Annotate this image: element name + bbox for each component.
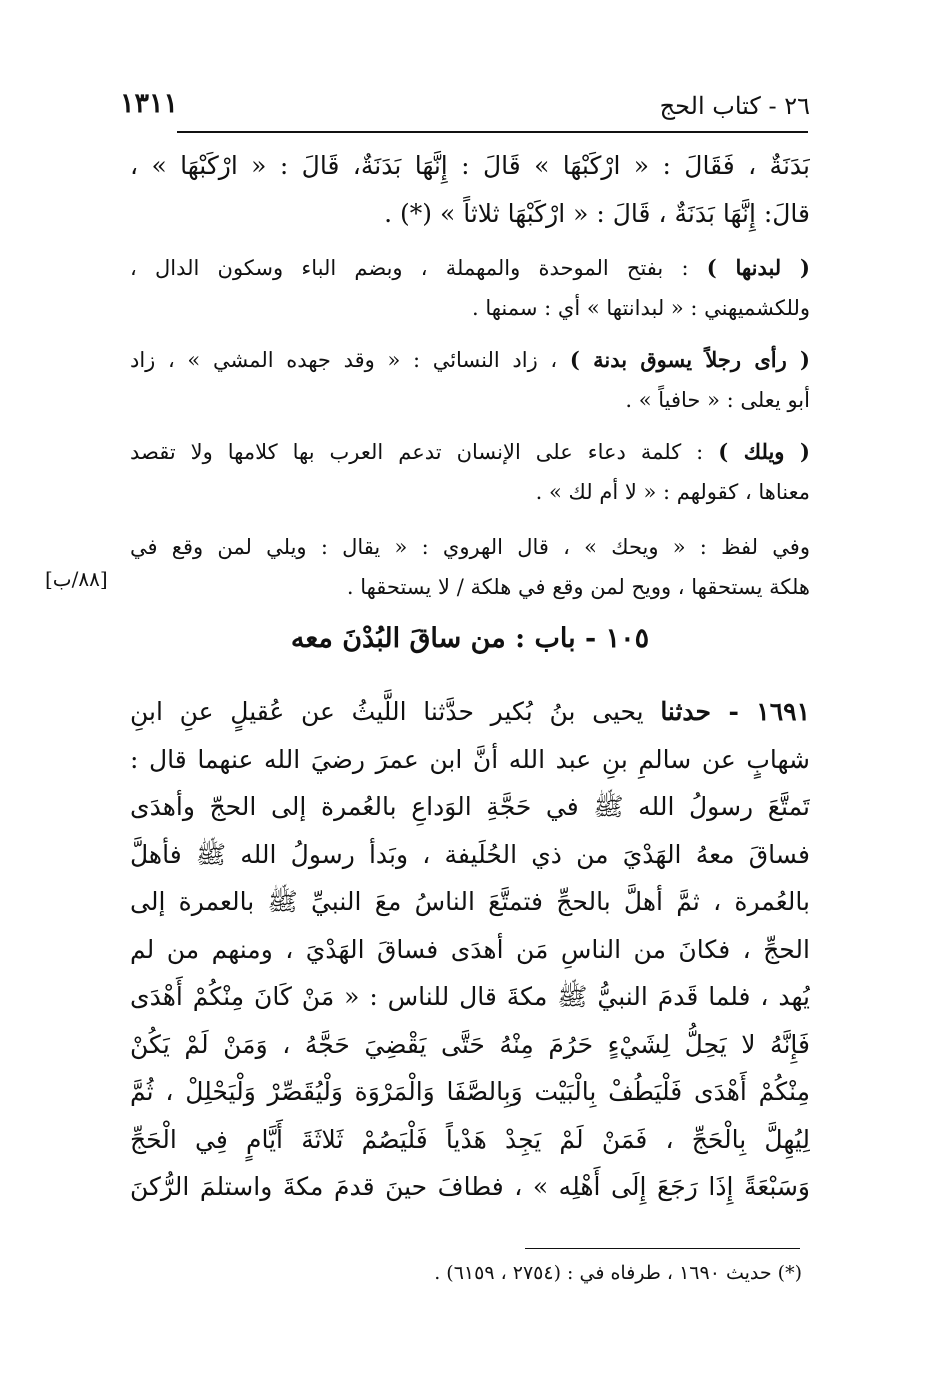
text-line: بَدَنَةٌ ، فَقَالَ : « ارْكَبْهَا » قَالَ : إِنَّهَا بَدَنَةٌ، قَالَ : « ارْكَبْهَا » ،	[130, 151, 810, 180]
running-header	[120, 88, 810, 128]
continuation-text	[130, 142, 810, 237]
note-text: معناها ، كقولهم : « لا أم لك » .	[535, 480, 810, 504]
note-text: وللكشميهني : « لبدانتها » أي : سمنها .	[471, 296, 810, 320]
note-text: : كلمة دعاء على الإنسان تدعم العرب بها كلامها ولا تقصد	[130, 440, 719, 464]
text-line: بالعُمرة ، ثمَّ أهلَّ بالحجِّ فتمتَّعَ الناسُ معَ النبيِّ ﷺ بالعمرة إلى	[130, 887, 810, 916]
header-rule	[177, 131, 808, 133]
page-number: ١٣١١	[120, 88, 179, 119]
note-text: ، زاد النسائي : « وقد جهده المشي » ، زاد	[130, 348, 570, 372]
commentary-note	[130, 248, 810, 328]
commentary-note	[130, 340, 810, 420]
note-lemma: ( ويلك )	[718, 439, 810, 464]
note-text: : بفتح الموحدة والمهملة ، وبضم الباء وسكون الدال ،	[130, 256, 707, 280]
chapter-title: ٢٦ - كتاب الحج	[659, 92, 810, 120]
manuscript-folio-ref: [٨٨/ب]	[45, 567, 108, 591]
text-line: لِيُهِلَّ بِالْحَجِّ ، فَمَنْ لَمْ يَجِدْ هَدْياً فَلْيَصُمْ ثَلاثَةَ أَيَّامٍ فِي الْحَجِّ	[130, 1124, 810, 1154]
commentary-note	[130, 432, 810, 512]
text-line: فَإِنَّهُ لا يَحِلُّ لِشَيْءٍ حَرُمَ مِنْهُ حَتَّى يَقْضِيَ حَجَّهُ ، وَمَنْ لَمْ يَكُنْ	[130, 1029, 810, 1059]
text-line: فساقَ معهُ الهَدْيَ من ذي الحُلَيفة ، وبَدأ رسولُ الله ﷺ فأهلَّ	[130, 839, 810, 869]
text-line: قالَ: إِنَّهَا بَدَنَةٌ ، قَالَ : « ارْكَبْهَا ثلاثاً » (*) .	[384, 198, 810, 228]
text-line: مِنْكُمْ أَهْدَى فَلْيَطُفْ بِالْبَيْت وَبِالصَّفَا وَالْمَرْوَة وَلْيُقَصِّرْ وَلْيَحْلِلْ ، ثُمَّ	[130, 1077, 810, 1106]
text-line: وَسَبْعَةً إِذَا رَجَعَ إِلَى أَهْلِه » ، فطافَ حينَ قدمَ مكةَ واستلمَ الرُّكنَ	[130, 1172, 810, 1201]
footnote: (*) حديث ١٦٩٠ ، طرفاه في : (٢٧٥٤ ، ٦١٥٩) .	[434, 1262, 802, 1284]
footnote-rule	[525, 1248, 800, 1249]
hadith-number: ١٦٩١ - حدثنا	[660, 697, 810, 726]
text-line: يحيى بنُ بُكير حدَّثنا اللَّيثُ عن عُقيلٍ عنِ ابنِ	[130, 697, 661, 726]
commentary-note	[130, 527, 810, 607]
text-line: يُهد ، فلما قَدمَ النبيُّ ﷺ مكةَ قال للناس : « مَنْ كَانَ مِنْكُمْ أَهْدَى	[130, 982, 810, 1011]
note-text: وفي لفظ : « ويحك » ، قال الهروي : « يقال : ويلي لمن وقع في	[130, 535, 810, 559]
note-text: هلكة يستحقها ، وويح لمن وقع في هلكة / لا يستحقها .	[346, 575, 810, 599]
text-line: شهابٍ عن سالمِ بنِ عبد الله أنَّ ابن عمرَ رضيَ الله عنهما قال :	[130, 744, 810, 774]
note-text: أبو يعلى : « حافياً » .	[625, 388, 810, 412]
note-lemma: ( رأى رجلاً يسوق بدنة )	[569, 347, 810, 372]
text-line: الحجِّ ، فكانَ من الناسِ مَن أهدَى فساقَ الهَدْيَ ، ومنهم من لم	[130, 934, 810, 964]
hadith-text	[130, 688, 810, 1211]
note-lemma: ( لبدنها )	[706, 255, 810, 280]
chapter-heading: ١٠٥ - باب : من ساقَ البُدْنَ معه	[290, 623, 650, 654]
text-line: تَمتَّعَ رسولُ الله ﷺ في حَجَّةِ الوَداعِ بالعُمرة إلى الحجّ وأهدَى	[130, 792, 810, 821]
